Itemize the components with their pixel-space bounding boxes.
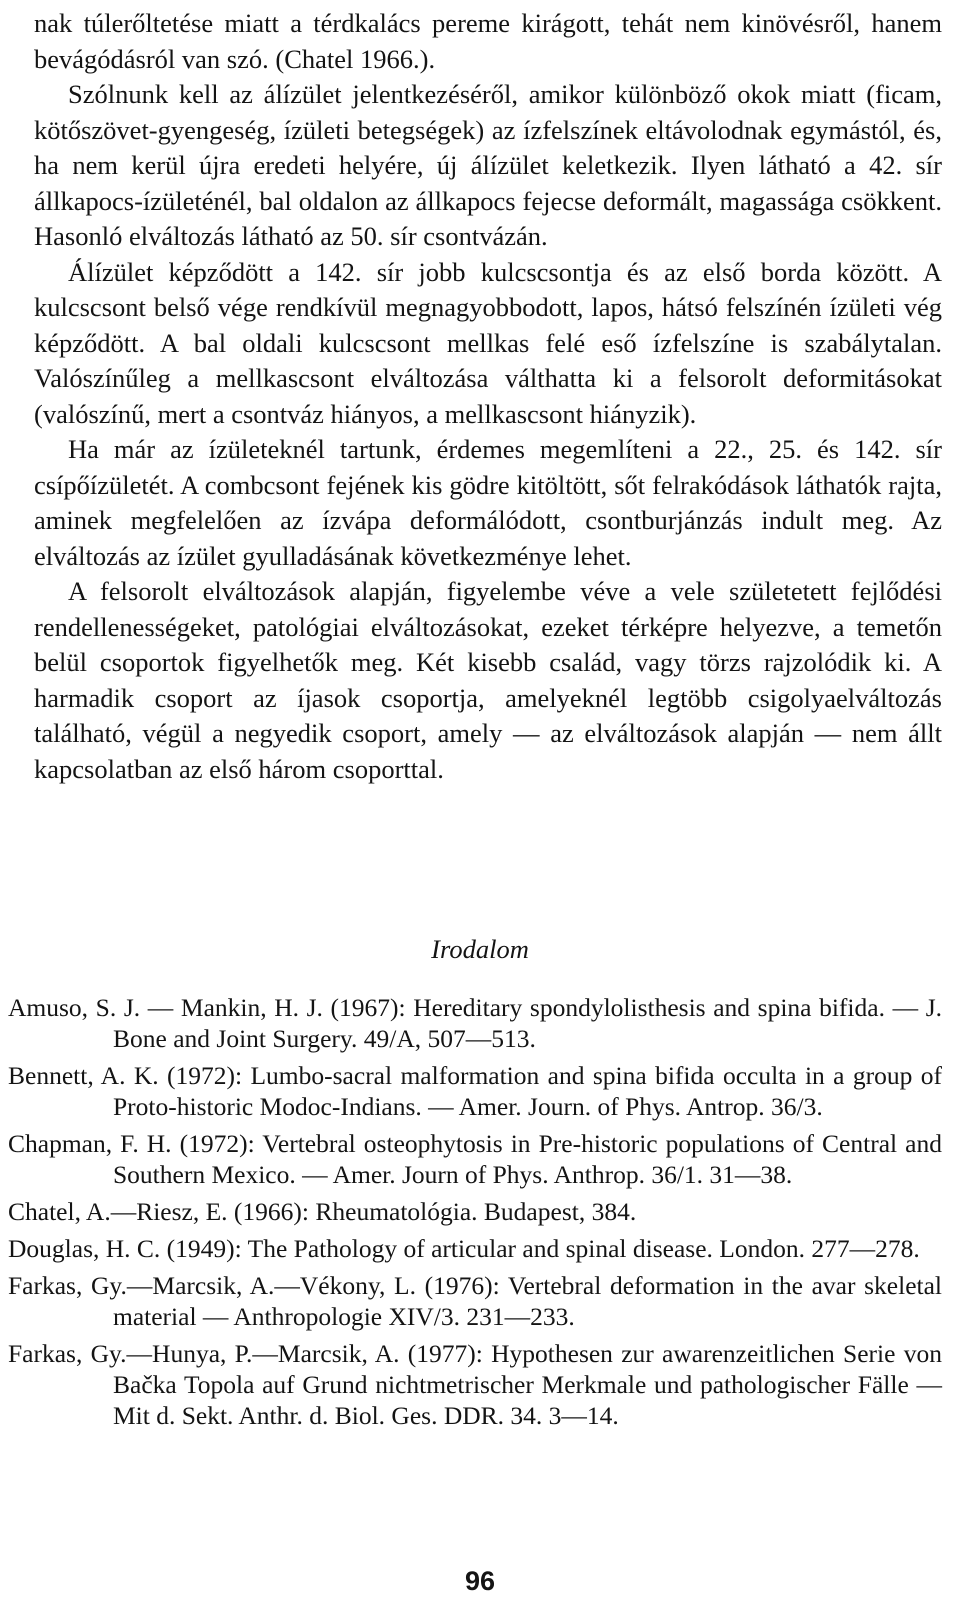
body-paragraph: A felsorolt elváltozások alapján, figyelembe véve a vele születetett fejlődési rendellenességeket, patológiai elváltozásokat, ezeket térképre helyezve, a temetőn belül csoportok figyelhetők meg. Két kisebb család, vagy törzs rajzolódik ki. A harmadik csoport az íjasok csoportja, amelyeknél legtöbb csigolyaelváltozás található, végül a negyedik csoport, amely — az elváltozások alapján — nem állt kapcsolatban az első három csoporttal.	[34, 576, 942, 784]
reference-item: Bennett, A. K. (1972): Lumbo-sacral malformation and spina bifida occulta in a group of Proto-historic Modoc-Indians. — Amer. Journ. of Phys. Antrop. 36/3.	[8, 1061, 942, 1121]
reference-item: Amuso, S. J. — Mankin, H. J. (1967): Hereditary spondylolisthesis and spina bifida. — J. Bone and Joint Surgery. 49/A, 507—513.	[8, 993, 942, 1053]
body-paragraph: Ha már az ízületeknél tartunk, érdemes megemlíteni a 22., 25. és 142. sír csípőízületét. A combcsont fejének kis gödre kitöltött, sőt felrakódások láthatók rajta, aminek megfelelően az ízvápa deformálódott, csontburjánzás indult meg. Az elváltozás az ízület gyulladásának következménye lehet.	[34, 434, 942, 571]
reference-item: Douglas, H. C. (1949): The Pathology of articular and spinal disease. London. 277—278.	[8, 1234, 920, 1263]
reference-list	[8, 992, 942, 1437]
body-text	[34, 6, 942, 787]
section-heading: Irodalom	[431, 934, 529, 964]
reference-item: Farkas, Gy.—Marcsik, A.—Vékony, L. (1976): Vertebral deformation in the avar skeletal material — Anthropologie XIV/3. 231—233.	[8, 1271, 942, 1331]
reference-item: Chapman, F. H. (1972): Vertebral osteophytosis in Pre-historic populations of Central and Southern Mexico. — Amer. Journ of Phys. Anthrop. 36/1. 31—38.	[8, 1129, 942, 1189]
page-number: 96	[464, 1566, 496, 1596]
reference-item: Farkas, Gy.—Hunya, P.—Marcsik, A. (1977): Hypothesen zur awarenzeitlichen Serie von Bačka Topola auf Grund nichtmetrischer Merkmale und pathologischer Fälle — Mit d. Sekt. Anthr. d. Biol. Ges. DDR. 34. 3—14.	[8, 1339, 942, 1430]
body-paragraph: nak túlerőltetése miatt a térdkalács pereme kirágott, tehát nem kinövésről, hanem bevágódásról van szó. (Chatel 1966.).	[34, 8, 942, 74]
body-paragraph: Álízület képződött a 142. sír jobb kulcscsontja és az első borda között. A kulcscsont belső vége rendkívül megnagyobbodott, lapos, hátsó felszínén ízületi vég képződött. A bal oldali kulcscsont mellkas felé eső ízfelszíne is szabálytalan. Valószínűleg a mellkascsont elváltozása válthatta ki a felsorolt deformitásokat (valószínű, mert a csontváz hiányos, a mellkascsont hiányzik).	[34, 256, 942, 429]
reference-item: Chatel, A.—Riesz, E. (1966): Rheumatológia. Budapest, 384.	[8, 1197, 637, 1226]
body-paragraph: Szólnunk kell az álízület jelentkezéséről, amikor különböző okok miatt (ficam, kötőszövet-gyengeség, ízületi betegségek) az ízfelszínek eltávolodnak egymástól, és, ha nem kerül újra eredeti helyére, új álízület keletkezik. Ilyen látható a 42. sír állkapocs-ízületénél, bal oldalon az állkapocs fejecse deformált, magassága csökkent. Hasonló elváltozás látható az 50. sír csontvázán.	[34, 79, 942, 251]
